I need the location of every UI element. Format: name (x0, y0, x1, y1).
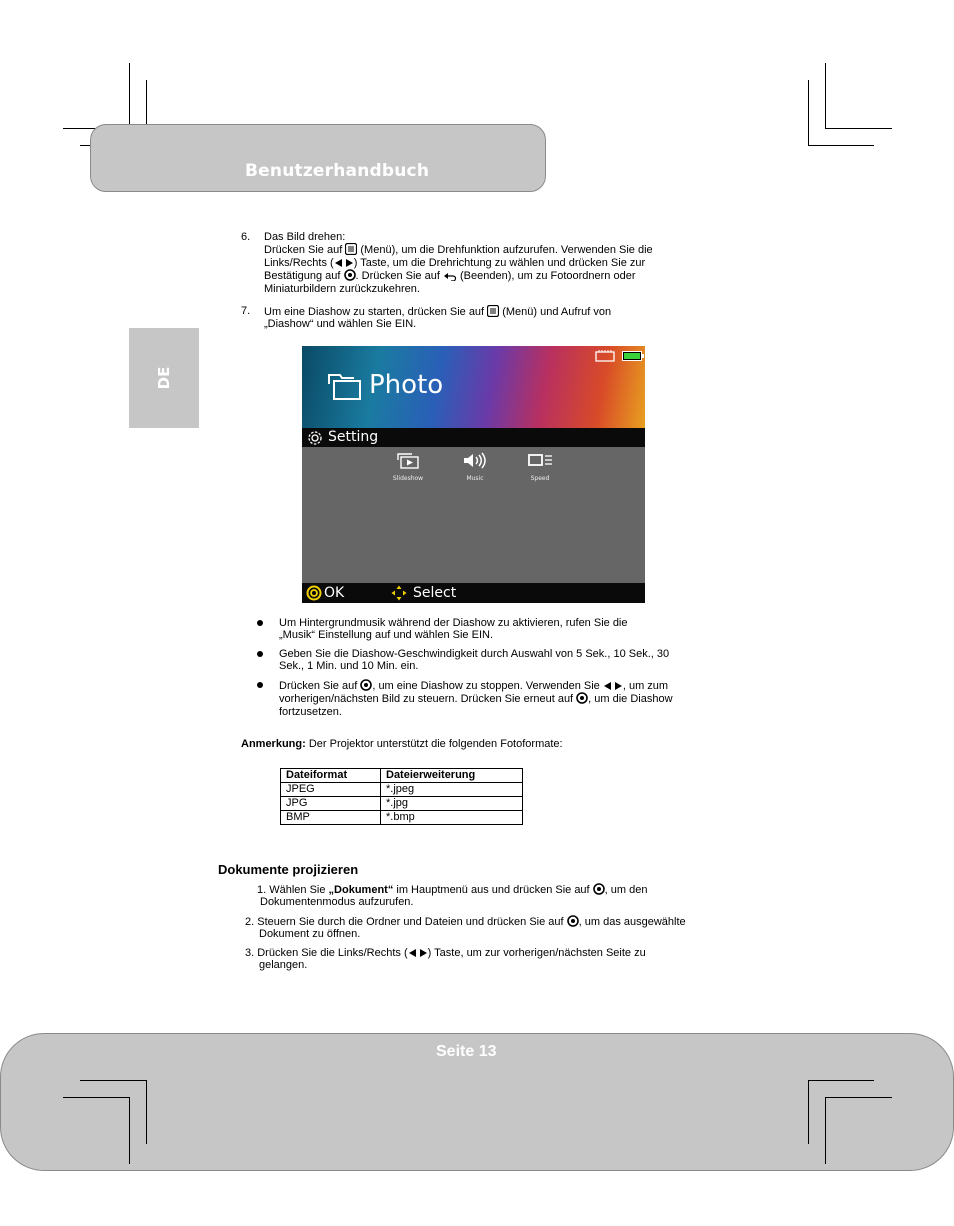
bullet-text (279, 679, 734, 718)
ok-button-icon (344, 269, 356, 281)
text-fragment: 3. Drücken Sie die Links/Rechts ( (245, 947, 408, 959)
bullet-line: fortzusetzen. (279, 705, 342, 718)
text-fragment: Bestätigung auf (264, 270, 344, 283)
text-fragment: im Hauptmenü aus und drücken Sie auf (393, 884, 593, 896)
menu-item-music[interactable] (457, 452, 493, 482)
speaker-icon (462, 452, 488, 469)
text-fragment: Links/Rechts ( (264, 256, 334, 269)
note-text: Der Projektor unterstützt die folgenden Fotoformate: (305, 738, 563, 750)
text-fragment: , um den (604, 884, 648, 896)
select-label: Select (413, 585, 457, 601)
menu-item-speed[interactable] (524, 452, 556, 482)
back-icon (443, 271, 457, 281)
text-fragment: , um eine Diashow zu stoppen. Verwenden Sie (372, 680, 603, 692)
ok-button-icon (576, 692, 588, 704)
text-fragment: ) Taste, um die Drehrichtung zu wählen und drücken Sie zur (353, 256, 646, 269)
screen-title: Photo (369, 370, 444, 400)
bullet-text (279, 617, 734, 642)
table-cell: JPG (281, 797, 381, 811)
ok-button-icon (360, 679, 372, 691)
table-cell: *.bmp (381, 811, 523, 825)
step-line: „Diashow“ und wählen Sie EIN. (264, 318, 417, 331)
text-fragment: Um eine Diashow zu starten, drücken Sie auf (264, 306, 488, 318)
photo-banner (302, 346, 645, 428)
text-fragment: vorherigen/nächsten Bild zu steuern. Drücken Sie erneut auf (279, 693, 577, 706)
text-fragment: . Drücken Sie auf (355, 270, 443, 283)
crop-mark (825, 1097, 892, 1098)
text-fragment: ) Taste, um zur vorherigen/nächsten Seite zu (427, 947, 646, 959)
text-fragment: (Menü), um die Drehfunktion aufzurufen. Verwenden Sie die (357, 244, 653, 257)
device-screen (302, 346, 645, 603)
table-cell: JPEG (281, 783, 381, 797)
photo-icon (326, 372, 362, 402)
crop-mark (808, 1080, 809, 1144)
document-step (245, 915, 765, 941)
table-row (281, 797, 523, 811)
step-line: Dokumentenmodus aufzurufen. (260, 896, 414, 909)
table-row (281, 811, 523, 825)
crop-mark (80, 1080, 146, 1081)
menu-label: Slideshow (392, 475, 424, 482)
crop-mark (146, 1080, 147, 1144)
text-fragment: 2. Steuern Sie durch die Ordner und Dateien und drücken Sie auf (245, 916, 567, 928)
bullet-line: „Musik“ Einstellung auf und wählen Sie EIN. (279, 629, 493, 642)
step-line (245, 947, 765, 959)
step-line: Das Bild drehen: (264, 231, 346, 243)
section-title: Dokumente projizieren (218, 862, 359, 877)
table-cell: *.jpeg (381, 783, 523, 797)
step-line (264, 305, 734, 318)
bullet-line: Um Hintergrundmusik während der Diashow zu aktivieren, rufen Sie die (279, 617, 628, 629)
crop-mark (808, 145, 874, 146)
text-fragment: , um das ausgewählte (578, 916, 686, 928)
step-line (257, 883, 777, 896)
step-line (245, 915, 765, 928)
text-fragment: , um zum (622, 680, 669, 692)
crop-mark (825, 63, 826, 129)
header-tab (90, 124, 546, 192)
battery-icon (622, 351, 644, 361)
left-right-arrows-icon (408, 948, 428, 958)
note-label: Anmerkung: (241, 738, 306, 750)
document-step (245, 947, 765, 972)
bullet-text (279, 648, 734, 673)
table-row (281, 783, 523, 797)
crop-mark (808, 80, 809, 145)
crop-mark (825, 128, 892, 129)
step-line (264, 257, 734, 269)
ok-button-icon (567, 915, 579, 927)
left-right-arrows-icon (603, 681, 623, 691)
step-line (264, 269, 734, 282)
bullet-dot (257, 682, 263, 688)
bullet-line: Sek., 1 Min. und 10 Min. ein. (279, 660, 419, 673)
menu-label: Speed (530, 475, 550, 482)
ok-button-icon (593, 883, 605, 895)
step-line: Dokument zu öffnen. (259, 928, 361, 941)
memory-card-icon (595, 350, 615, 362)
left-right-arrows-icon (334, 258, 354, 268)
text-fragment: , um die Diashow (588, 693, 673, 706)
crop-mark (129, 1097, 130, 1164)
text-fragment: Drücken Sie auf (279, 680, 361, 692)
navigation-pad-icon (391, 585, 407, 601)
page-number: Seite 13 (436, 1043, 497, 1060)
ok-label: OK (324, 585, 345, 601)
step-number: 6. (241, 231, 251, 243)
step-line (264, 243, 734, 256)
table-header-cell: Dateiformat (281, 769, 381, 783)
crop-mark (825, 1097, 826, 1164)
step-number: 7. (241, 305, 251, 317)
setting-label: Setting (328, 429, 379, 445)
menu-icon (345, 243, 357, 255)
screen-footer-bar (302, 583, 645, 603)
bullet-line: Geben Sie die Diashow-Geschwindigkeit durch Auswahl von 5 Sek., 10 Sek., 30 (279, 648, 670, 660)
formats-table (280, 768, 523, 825)
table-header-row (281, 769, 523, 783)
step-text (264, 305, 734, 331)
slideshow-icon (396, 452, 420, 469)
step-text (264, 231, 734, 295)
table-cell: BMP (281, 811, 381, 825)
menu-item-slideshow[interactable] (388, 452, 428, 482)
note (241, 738, 563, 750)
crop-mark (808, 1080, 874, 1081)
step-line: gelangen. (259, 959, 308, 972)
gear-icon (307, 430, 323, 446)
table-cell: *.jpg (381, 797, 523, 811)
step-line: Miniaturbildern zurückzukehren. (264, 282, 420, 295)
bullet-line (279, 679, 734, 692)
bullet-dot (257, 620, 263, 626)
menu-label: Music (466, 475, 484, 482)
crop-mark (63, 1097, 130, 1098)
text-fragment: 1. Wählen Sie (257, 884, 329, 896)
text-fragment: (Menü) und Aufruf von (499, 306, 612, 318)
bullet-dot (257, 651, 263, 657)
bullet-line (279, 692, 734, 705)
setting-bar (302, 428, 645, 447)
table-header-cell: Dateierweiterung (381, 769, 523, 783)
speed-icon (527, 452, 553, 469)
menu-icon (487, 305, 499, 317)
document-step (257, 883, 777, 909)
language-label: DE (155, 366, 173, 390)
text-fragment: (Beenden), um zu Fotoordnern oder (456, 270, 636, 283)
text-fragment: Drücken Sie auf (264, 244, 346, 257)
text-fragment: „Dokument“ (328, 884, 394, 896)
header-title: Benutzerhandbuch (245, 161, 430, 181)
ok-ring-icon (306, 585, 322, 601)
